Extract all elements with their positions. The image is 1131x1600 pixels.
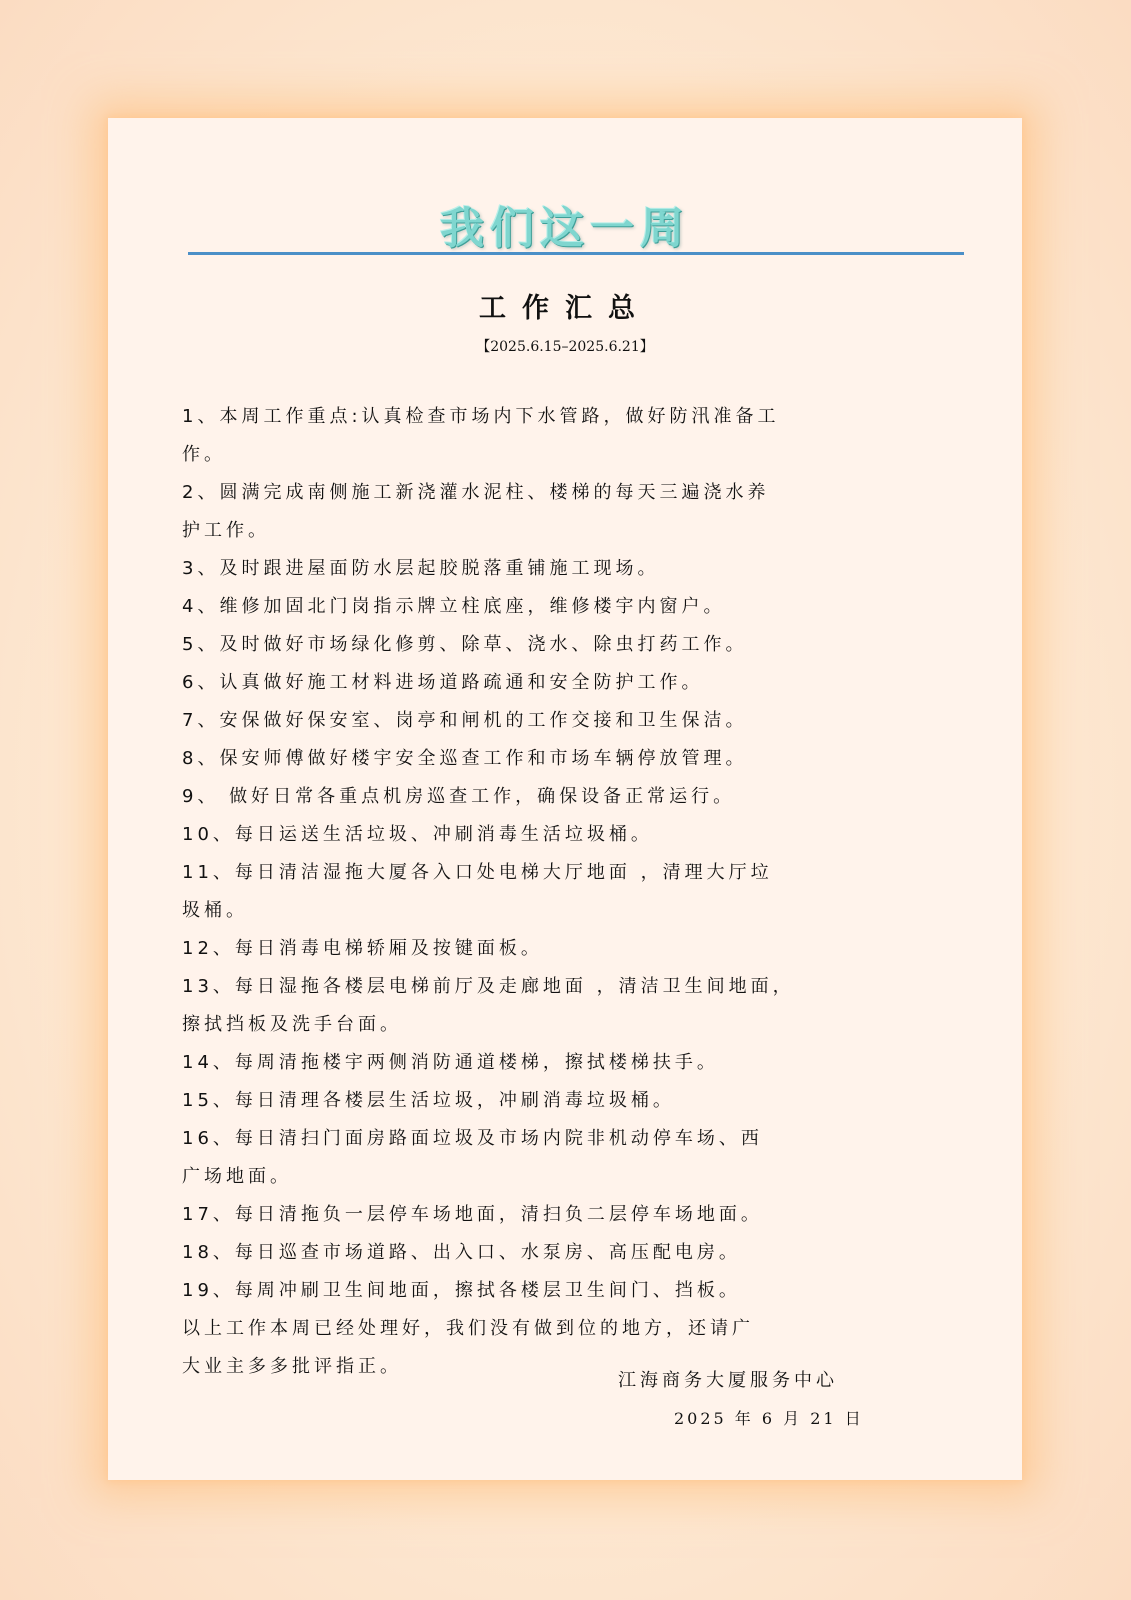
- summary-line: 4、维修加固北门岗指示牌立柱底座，维修楼宇内窗户。: [182, 596, 726, 617]
- signature: 江海商务大厦服务中心: [618, 1370, 838, 1391]
- summary-line: 14、每周清拖楼宇两侧消防通道楼梯，擦拭楼梯扶手。: [182, 1052, 719, 1073]
- summary-line: 护工作。: [182, 520, 270, 541]
- summary-line: 11、每日清洁湿拖大厦各入口处电梯大厅地面 ，清理大厅垃: [182, 862, 773, 883]
- summary-line: 大业主多多批评指正。: [182, 1356, 402, 1377]
- summary-line: 5、及时做好市场绿化修剪、除草、浇水、除虫打药工作。: [182, 634, 748, 655]
- document-paper: [108, 118, 1022, 1480]
- summary-line: 3、及时跟进屋面防水层起胶脱落重铺施工现场。: [182, 558, 660, 579]
- summary-line: 12、每日消毒电梯轿厢及按键面板。: [182, 938, 543, 959]
- summary-line: 以上工作本周已经处理好，我们没有做到位的地方，还请广: [182, 1318, 754, 1339]
- summary-line: 13、每日湿拖各楼层电梯前厅及走廊地面 ，清洁卫生间地面，: [182, 976, 795, 997]
- summary-line: 1、本周工作重点:认真检查市场内下水管路，做好防汛准备工: [182, 406, 780, 427]
- summary-line: 6、认真做好施工材料进场道路疏通和安全防护工作。: [182, 672, 704, 693]
- summary-line: 广场地面。: [182, 1166, 292, 1187]
- summary-line: 17、每日清拖负一层停车场地面，清扫负二层停车场地面。: [182, 1204, 763, 1225]
- summary-line: 19、每周冲刷卫生间地面，擦拭各楼层卫生间门、挡板。: [182, 1280, 741, 1301]
- summary-line: 10、每日运送生活垃圾、冲刷消毒生活垃圾桶。: [182, 824, 653, 845]
- section-subtitle: 工作汇总: [479, 293, 651, 324]
- work-summary-list: [182, 398, 962, 1386]
- summary-line: 圾桶。: [182, 900, 248, 921]
- summary-line: 16、每日清扫门面房路面垃圾及市场内院非机动停车场、西: [182, 1128, 763, 1149]
- summary-line: 2、圆满完成南侧施工新浇灌水泥柱、楼梯的每天三遍浇水养: [182, 482, 770, 503]
- summary-line: 作。: [182, 444, 226, 465]
- date-range: 【2025.6.15–2025.6.21】: [476, 339, 654, 355]
- page-title: 我们这一周: [440, 203, 690, 254]
- summary-line: 8、保安师傅做好楼宇安全巡查工作和市场车辆停放管理。: [182, 748, 748, 769]
- summary-line: 擦拭挡板及洗手台面。: [182, 1014, 402, 1035]
- summary-line: 7、安保做好保安室、岗亭和闸机的工作交接和卫生保洁。: [182, 710, 748, 731]
- title-divider: [188, 252, 964, 255]
- summary-line: 9、 做好日常各重点机房巡查工作，确保设备正常运行。: [182, 786, 736, 807]
- summary-line: 18、每日巡查市场道路、出入口、水泵房、高压配电房。: [182, 1242, 741, 1263]
- summary-line: 15、每日清理各楼层生活垃圾，冲刷消毒垃圾桶。: [182, 1090, 675, 1111]
- signature-date: 2025 年 6 月 21 日: [674, 1409, 864, 1428]
